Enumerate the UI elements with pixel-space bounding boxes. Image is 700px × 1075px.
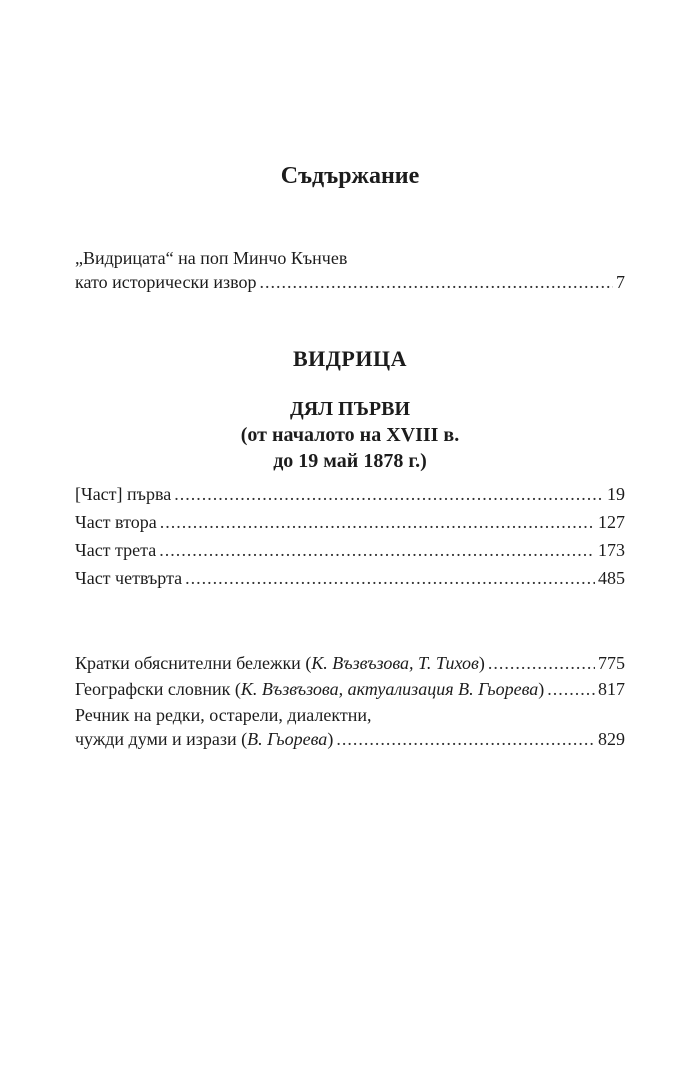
toc-chapter-list — [75, 483, 625, 591]
dot-leader — [488, 652, 595, 674]
toc-page-number: 485 — [598, 568, 625, 588]
toc-page-number: 127 — [598, 512, 625, 532]
part-title: ДЯЛ ПЪРВИ — [289, 398, 411, 420]
toc-entry-label: Географски словник (К. Възвъзова, актуализация В. Гьорева) — [75, 679, 545, 699]
toc-entry-geo[interactable] — [75, 678, 625, 702]
toc-entry-label: Речник на редки, остарели, диалектни, — [75, 705, 372, 725]
toc-entry-intro-line2 — [75, 271, 625, 295]
toc-entry-intro-line1 — [75, 247, 625, 271]
toc-page-number: 775 — [598, 653, 625, 673]
toc-entry-notes[interactable] — [75, 652, 625, 676]
toc-entry-label: като исторически извор — [75, 272, 257, 292]
toc-entry-dict-line1[interactable] — [75, 704, 625, 728]
toc-page-number: 7 — [616, 272, 625, 292]
dot-leader — [336, 728, 595, 750]
dot-leader — [174, 483, 604, 505]
toc-entry-authors: В. Гьорева — [247, 729, 328, 749]
toc-entry-label: Част четвърта — [75, 568, 183, 588]
part-subtitle-line1: (от началото на XVIII в. — [240, 424, 460, 446]
part-subtitle-line2: до 19 май 1878 г.) — [273, 450, 427, 472]
dot-leader — [159, 539, 595, 561]
toc-page-number: 817 — [598, 679, 625, 699]
toc-entry-label: Част втора — [75, 512, 157, 532]
toc-page-number: 19 — [607, 484, 625, 504]
toc-entry-label: Част трета — [75, 540, 157, 560]
toc-page-number: 173 — [598, 540, 625, 560]
toc-entry-label: чужди думи и изрази (В. Гьорева) — [75, 729, 334, 749]
toc-entry-label: [Част] първа — [75, 484, 172, 504]
toc-entry-chapter-3[interactable] — [75, 539, 625, 563]
toc-appendix-list — [75, 652, 625, 752]
toc-entry-intro[interactable] — [75, 247, 625, 295]
toc-entry-chapter-2[interactable] — [75, 511, 625, 535]
toc-entry-chapter-1[interactable] — [75, 483, 625, 507]
dot-leader — [185, 567, 595, 589]
dot-leader — [547, 678, 595, 700]
toc-page-number: 829 — [598, 729, 625, 749]
toc-entry-label: „Видрицата“ на поп Минчо Кънчев — [75, 248, 348, 268]
contents-title: Съдържание — [280, 163, 420, 189]
book-title: ВИДРИЦА — [293, 346, 407, 371]
toc-entry-dict-line2[interactable] — [75, 728, 625, 752]
part-heading — [0, 396, 700, 474]
toc-entry-authors: К. Възвъзова, актуализация В. Гьорева — [240, 679, 539, 699]
toc-entry-label: Кратки обяснителни бележки (К. Възвъзова, Т. Тихов) — [75, 653, 485, 673]
toc-entry-chapter-4[interactable] — [75, 567, 625, 591]
toc-entry-authors: К. Възвъзова, Т. Тихов — [311, 653, 479, 673]
dot-leader — [160, 511, 595, 533]
dot-leader — [260, 271, 614, 293]
